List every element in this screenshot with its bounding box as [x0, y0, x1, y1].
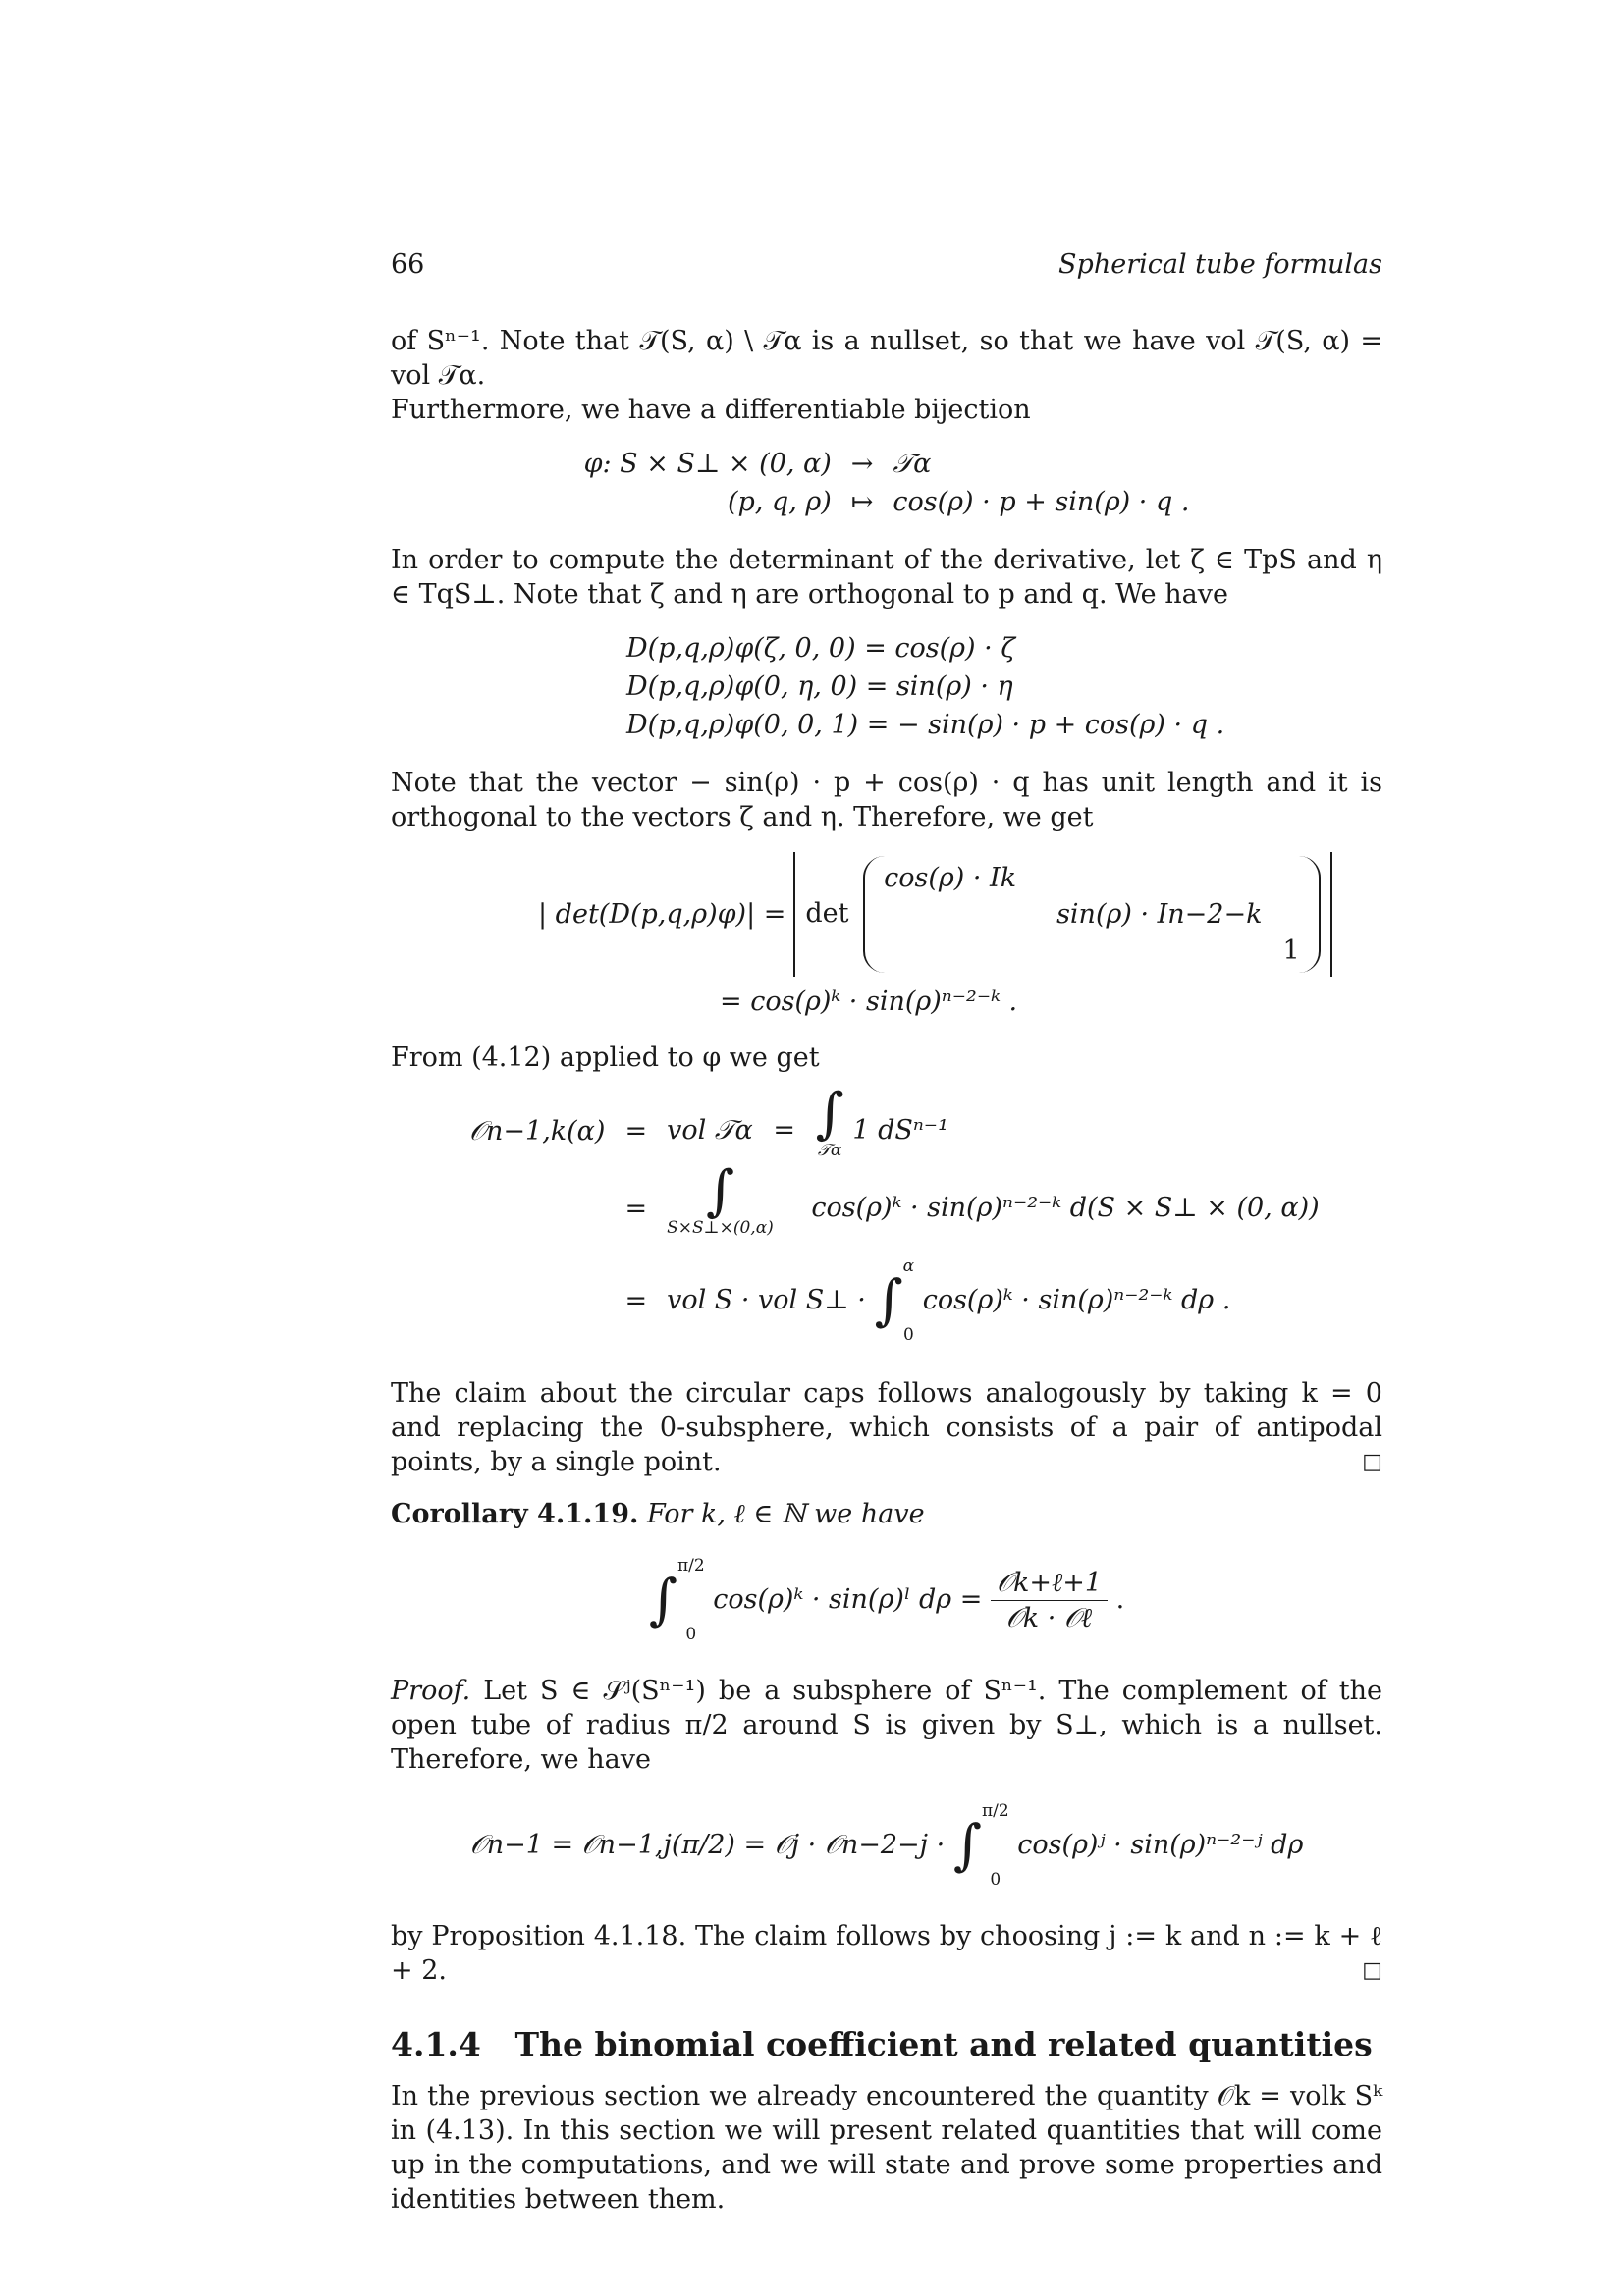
proof-integral-sign: ∫ — [952, 1813, 982, 1878]
absolute-value-bars — [793, 852, 1331, 977]
section-number: 4.1.4 — [391, 2025, 481, 2063]
integral-1-integrand: 1 dSⁿ⁻¹ — [852, 1115, 948, 1146]
corollary-equation — [391, 1549, 1382, 1652]
matrix-entry-11: cos(ρ) · Ik — [884, 863, 1017, 893]
proof-lower-limit: 0 — [990, 1870, 1001, 1890]
integral-3-limits — [903, 1250, 914, 1353]
integral-3-upper: α — [902, 1256, 915, 1276]
paragraph-1-line-1: of Sⁿ⁻¹. Note that 𝒯(S, α) \ 𝒯α is a nullset, so that we have vol 𝒯(S, α) = vol 𝒯α. — [391, 326, 1382, 391]
map-arrow: → — [850, 449, 874, 479]
volume-tube: vol 𝒯α — [667, 1115, 753, 1146]
volume-lhs: 𝒪n−1,k(α) — [469, 1116, 606, 1147]
determinant-result: = cos(ρ)ᵏ · sin(ρ)ⁿ⁻²⁻ᵏ . — [720, 987, 1018, 1017]
derivative-line-3: D(p,q,ρ)φ(0, 0, 1) = − sin(ρ) · p + cos(ρ) · q . — [626, 710, 1225, 740]
corollary-period: . — [1115, 1584, 1125, 1615]
corollary-heading: Corollary 4.1.19. — [391, 1499, 639, 1529]
equals-sign-2: = — [773, 1115, 795, 1146]
corollary-text: For k, ℓ ∈ ℕ we have — [647, 1499, 925, 1529]
integral-3-lower: 0 — [902, 1325, 914, 1345]
proof-integral-limits — [982, 1794, 1009, 1897]
corollary-integrand: cos(ρ)ᵏ · sin(ρ)ˡ dρ = — [713, 1584, 983, 1615]
integral-sign-2: ∫ — [705, 1159, 735, 1223]
bijection-equation — [391, 445, 1382, 521]
proof-conclusion-text: by Proposition 4.1.18. The claim follows by choosing j := k and n := k + ℓ + 2. — [391, 1921, 1382, 1986]
proof-upper-limit: π/2 — [981, 1801, 1009, 1821]
integral-2-integrand: cos(ρ)ᵏ · sin(ρ)ⁿ⁻²⁻ᵏ d(S × S⊥ × (0, α)) — [811, 1193, 1320, 1223]
corollary-upper-limit: π/2 — [677, 1556, 705, 1575]
integral-1 — [815, 1082, 844, 1168]
matrix-entry-22: sin(ρ) · In−2−k — [1056, 899, 1263, 930]
paragraph-1 — [391, 324, 1382, 427]
corollary-denominator: 𝒪k · 𝒪ℓ — [1005, 1603, 1093, 1633]
map-mapsto: ↦ — [850, 487, 874, 517]
proof-equation — [391, 1794, 1382, 1897]
qed-symbol-2: □ — [1362, 1958, 1382, 1983]
integral-3-integrand: cos(ρ)ᵏ · sin(ρ)ⁿ⁻²⁻ᵏ dρ . — [922, 1285, 1231, 1315]
det-operator: det — [805, 898, 849, 929]
proof-conclusion — [391, 1919, 1382, 1988]
map-value: cos(ρ) · p + sin(ρ) · q . — [893, 487, 1190, 517]
paragraph-3: Note that the vector − sin(ρ) · p + cos(ρ) · q has unit length and it is orthogonal to the vectors ζ and η. Therefore, we get — [391, 768, 1382, 832]
equals-sign-3: = — [624, 1194, 648, 1224]
running-title: Spherical tube formulas — [1058, 249, 1382, 280]
derivative-equations — [391, 629, 1382, 744]
paragraph-5 — [391, 1376, 1382, 1479]
integral-sign-1: ∫ — [815, 1082, 844, 1146]
page-body — [391, 324, 1382, 2234]
derivative-line-1: D(p,q,ρ)φ(ζ, 0, 0) = cos(ρ) · ζ — [626, 633, 1015, 664]
paragraph-5-text: The claim about the circular caps follows analogously by taking k = 0 and replacing the 0-subsphere, which consists of a pair of antipodal points, by a single point. — [391, 1378, 1382, 1477]
paragraph-2: In order to compute the determinant of the derivative, let ζ ∈ TpS and η ∈ TqS⊥. Note that ζ and η are orthogonal to p and q. We have — [391, 545, 1382, 610]
corollary-integral-sign: ∫ — [648, 1568, 677, 1632]
proof-paragraph — [391, 1674, 1382, 1777]
corollary-fraction — [991, 1566, 1108, 1635]
paragraph-1-line-2: Furthermore, we have a differentiable bijection — [391, 395, 1031, 425]
derivative-line-2: D(p,q,ρ)φ(0, η, 0) = sin(ρ) · η — [626, 671, 1013, 702]
map-codomain: 𝒯α — [893, 449, 932, 479]
corollary-integral-limits — [677, 1549, 705, 1652]
proof-equation-rhs: cos(ρ)ʲ · sin(ρ)ⁿ⁻²⁻ʲ dρ — [1017, 1830, 1304, 1860]
volume-product: vol S · vol S⊥ · — [667, 1285, 866, 1315]
integral-1-domain: 𝒯α — [817, 1141, 842, 1160]
integral-sign-3: ∫ — [874, 1268, 903, 1333]
integral-2 — [667, 1159, 774, 1246]
block-matrix — [863, 856, 1321, 973]
equals-sign-4: = — [624, 1286, 648, 1316]
corollary-statement — [391, 1497, 1382, 1531]
running-header — [391, 249, 1382, 289]
section-title: The binomial coefficient and related quantities — [514, 2025, 1373, 2063]
proof-heading: Proof. — [391, 1676, 471, 1706]
qed-symbol-1: □ — [1362, 1450, 1382, 1474]
map-argument: (p, q, ρ) — [727, 487, 832, 517]
section-heading — [391, 2027, 1382, 2061]
paragraph-4: From (4.12) applied to φ we get — [391, 1042, 820, 1073]
corollary-lower-limit: 0 — [685, 1625, 697, 1644]
matrix-entry-33: 1 — [1282, 935, 1300, 966]
volume-equation — [391, 1082, 1382, 1355]
integral-2-domain: S×S⊥×(0,α) — [667, 1218, 774, 1238]
page-number: 66 — [391, 249, 425, 280]
corollary-numerator: 𝒪k+ℓ+1 — [991, 1566, 1108, 1601]
determinant-lhs: | det(D(p,q,ρ)φ)| = — [538, 899, 786, 930]
proof-text: Let S ∈ 𝒮ʲ(Sⁿ⁻¹) be a subsphere of Sⁿ⁻¹. The complement of the open tube of radius π/2 around S is given by S⊥, which is a nullset. Therefore, we have — [391, 1676, 1382, 1775]
proof-equation-lhs: 𝒪n−1 = 𝒪n−1,j(π/2) = 𝒪j · 𝒪n−2−j · — [469, 1830, 946, 1860]
section-intro: In the previous section we already encountered the quantity 𝒪k = volk Sᵏ in (4.13). In this section we will present related quantities that will come up in the computations, and we will state and prove some properties and identities between them. — [391, 2081, 1382, 2215]
determinant-equation — [538, 852, 1382, 1019]
map-domain: φ: S × S⊥ × (0, α) — [583, 449, 832, 479]
equals-sign-1: = — [624, 1116, 648, 1147]
